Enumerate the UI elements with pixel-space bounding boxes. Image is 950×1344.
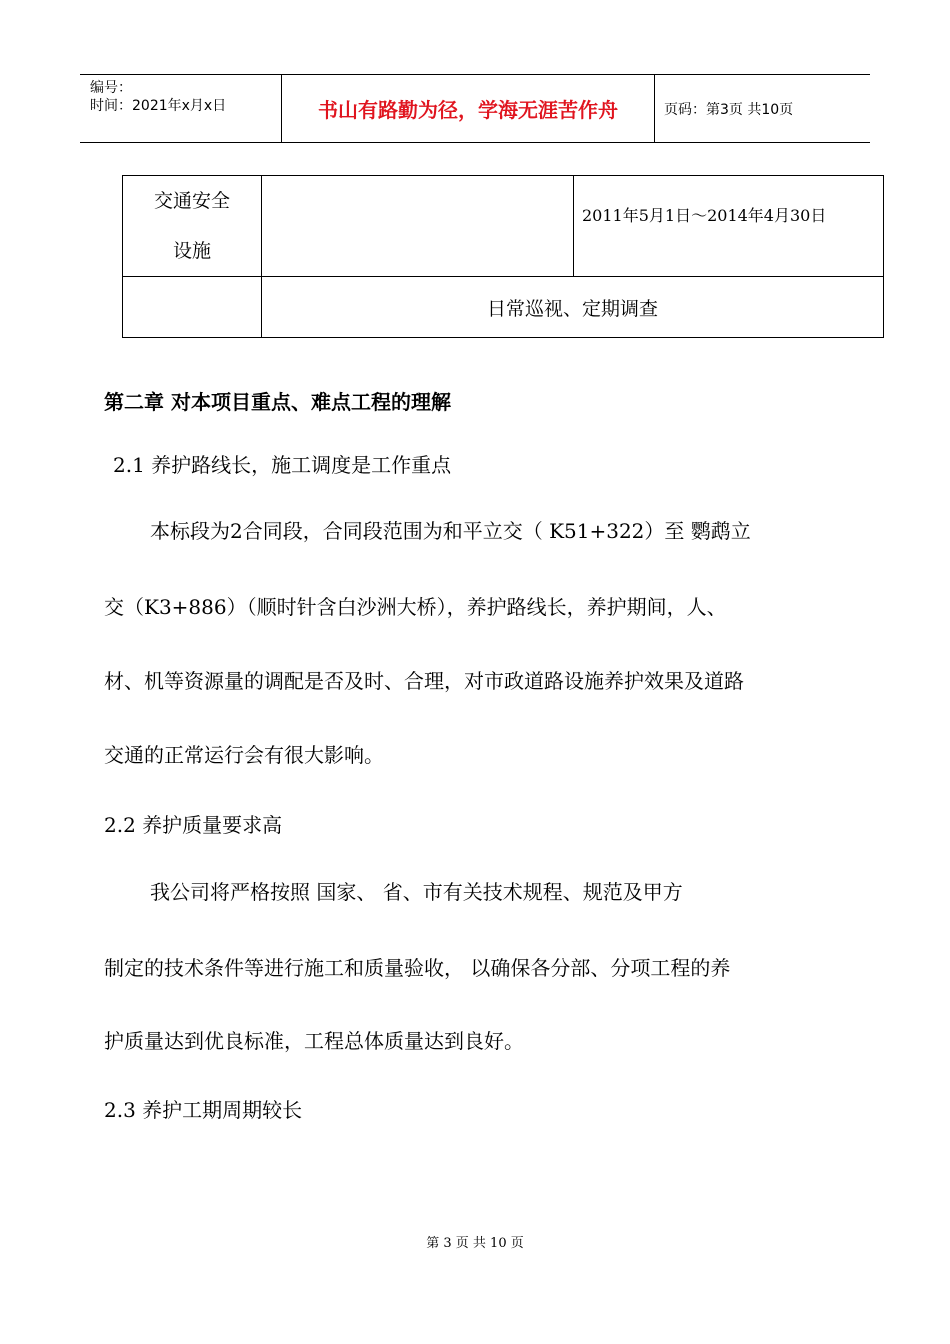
header-top-rule: [80, 74, 870, 75]
table-row: [123, 176, 884, 277]
period-text: 2011年5月1日～2014年4月30日: [582, 206, 827, 225]
category-line-2: 设施: [172, 240, 211, 262]
header-bottom-rule: [80, 142, 870, 143]
header-divider-2: [654, 74, 655, 143]
serial-number-label: 编号：: [90, 80, 132, 96]
section-2-1-heading: 2.1 养护路线长，施工调度是工作重点: [113, 453, 452, 477]
header-motto: 书山有路勤为径，学海无涯苦作舟: [318, 98, 618, 122]
chapter-heading: 第二章 对本项目重点、难点工程的理解: [104, 390, 451, 414]
paragraph-line: 交（K3+886）（顺时针含白沙洲大桥），养护路线长，养护期间，人、: [104, 595, 727, 619]
paragraph-line: 我公司将严格按照 国家、 省、市有关技术规程、规范及甲方: [150, 880, 683, 904]
paragraph-line: 制定的技术条件等进行施工和质量验收， 以确保各分部、分项工程的养: [104, 956, 731, 980]
category-line-1: 交通安全: [153, 190, 230, 212]
date-label: 时间：2021年x月x日: [90, 98, 227, 114]
table-cell-category: [123, 176, 262, 277]
header-page-info: 页码：第3页 共10页: [664, 102, 794, 118]
table-cell-inspection: 日常巡视、定期调查: [262, 277, 884, 338]
paragraph-line: 材、机等资源量的调配是否及时、合理，对市政道路设施养护效果及道路: [104, 669, 744, 693]
table-row: [123, 277, 884, 338]
table-cell-period: [574, 176, 884, 277]
page-footer: 第 3 页 共 10 页: [426, 1236, 524, 1251]
table-cell-empty: [123, 277, 262, 338]
section-2-2-heading: 2.2 养护质量要求高: [104, 813, 283, 837]
schedule-table: [122, 175, 884, 338]
paragraph-line: 本标段为2合同段，合同段范围为和平立交（ K51+322）至 鹦鹉立: [150, 519, 751, 543]
section-2-3-heading: 2.3 养护工期周期较长: [104, 1098, 303, 1122]
paragraph-line: 交通的正常运行会有很大影响。: [104, 743, 384, 767]
paragraph-line: 护质量达到优良标准，工程总体质量达到良好。: [104, 1029, 524, 1053]
table-cell-content: [262, 176, 574, 277]
